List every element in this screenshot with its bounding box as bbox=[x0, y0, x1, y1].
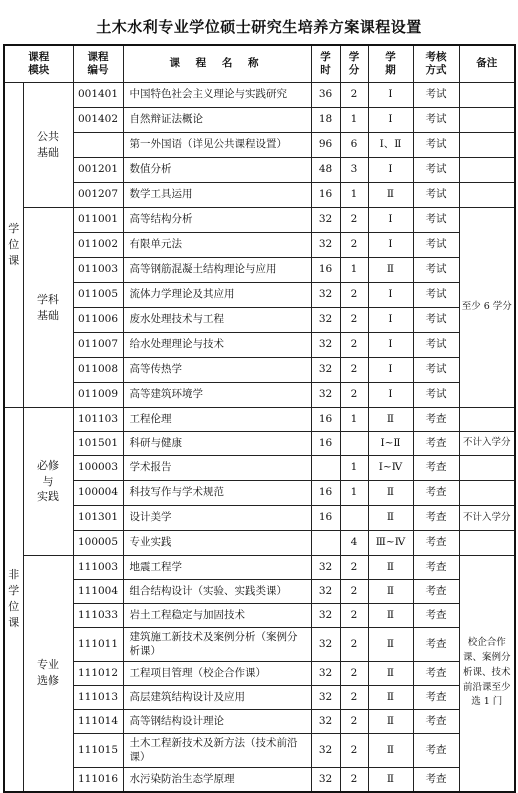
course-hours: 36 bbox=[311, 83, 340, 108]
course-hours: 32 bbox=[311, 333, 340, 358]
course-term: Ⅱ bbox=[368, 408, 413, 432]
table-row bbox=[4, 308, 515, 333]
header-exam: 考核 方式 bbox=[413, 45, 459, 83]
course-code: 001201 bbox=[73, 158, 123, 183]
course-term: Ⅰ、Ⅱ bbox=[368, 133, 413, 158]
course-hours: 32 bbox=[311, 686, 340, 710]
course-credits: 2 bbox=[340, 358, 368, 383]
course-code: 111011 bbox=[73, 628, 123, 662]
course-code: 011002 bbox=[73, 233, 123, 258]
course-name: 科研与健康 bbox=[123, 432, 311, 456]
course-hours: 16 bbox=[311, 183, 340, 208]
course-hours: 18 bbox=[311, 108, 340, 133]
course-exam: 考查 bbox=[413, 580, 459, 604]
course-exam: 考查 bbox=[413, 531, 459, 556]
header-code: 课程 编号 bbox=[73, 45, 123, 83]
course-credits: 6 bbox=[340, 133, 368, 158]
course-name: 高层建筑结构设计及应用 bbox=[123, 686, 311, 710]
course-exam: 考查 bbox=[413, 556, 459, 580]
course-name: 土木工程新技术及新方法（技术前沿课） bbox=[123, 734, 311, 768]
header-module: 课程 模块 bbox=[4, 45, 73, 83]
course-credits: 2 bbox=[340, 83, 368, 108]
course-code: 001402 bbox=[73, 108, 123, 133]
table-row bbox=[4, 258, 515, 283]
course-name: 数学工具运用 bbox=[123, 183, 311, 208]
course-code: 011003 bbox=[73, 258, 123, 283]
course-credits: 2 bbox=[340, 686, 368, 710]
course-name: 工程伦理 bbox=[123, 408, 311, 432]
course-hours: 32 bbox=[311, 556, 340, 580]
course-credits: 2 bbox=[340, 768, 368, 792]
course-name: 建筑施工新技术及案例分析（案例分析课） bbox=[123, 628, 311, 662]
course-hours: 32 bbox=[311, 768, 340, 792]
course-hours: 32 bbox=[311, 628, 340, 662]
table-row bbox=[4, 734, 515, 768]
table-row bbox=[4, 108, 515, 133]
course-term: Ⅰ bbox=[368, 333, 413, 358]
header-remark: 备注 bbox=[459, 45, 515, 83]
remark-empty bbox=[459, 456, 515, 481]
course-exam: 考试 bbox=[413, 133, 459, 158]
course-term: Ⅰ bbox=[368, 358, 413, 383]
course-credits: 2 bbox=[340, 604, 368, 628]
course-term: Ⅲ~Ⅳ bbox=[368, 531, 413, 556]
course-credits bbox=[340, 432, 368, 456]
course-term: Ⅰ~Ⅱ bbox=[368, 432, 413, 456]
course-term: Ⅰ~Ⅳ bbox=[368, 456, 413, 481]
table-row bbox=[4, 710, 515, 734]
course-exam: 考试 bbox=[413, 183, 459, 208]
module-required: 必修 与 实践 bbox=[23, 408, 73, 556]
course-hours: 16 bbox=[311, 408, 340, 432]
header-row bbox=[4, 45, 515, 83]
course-code: 111004 bbox=[73, 580, 123, 604]
remark-empty bbox=[459, 83, 515, 108]
course-exam: 考试 bbox=[413, 233, 459, 258]
header-hours: 学 时 bbox=[311, 45, 340, 83]
course-hours: 32 bbox=[311, 710, 340, 734]
course-credits: 2 bbox=[340, 233, 368, 258]
course-term: Ⅱ bbox=[368, 710, 413, 734]
table-row bbox=[4, 531, 515, 556]
course-name: 自然辩证法概论 bbox=[123, 108, 311, 133]
course-code: 011009 bbox=[73, 383, 123, 408]
course-exam: 考查 bbox=[413, 710, 459, 734]
course-exam: 考试 bbox=[413, 333, 459, 358]
table-row bbox=[4, 183, 515, 208]
course-code: 100005 bbox=[73, 531, 123, 556]
course-credits: 2 bbox=[340, 308, 368, 333]
course-name: 工程项目管理（校企合作课） bbox=[123, 662, 311, 686]
course-exam: 考查 bbox=[413, 662, 459, 686]
course-name: 高等钢结构设计理论 bbox=[123, 710, 311, 734]
course-hours: 32 bbox=[311, 233, 340, 258]
course-credits: 4 bbox=[340, 531, 368, 556]
course-hours: 32 bbox=[311, 604, 340, 628]
course-exam: 考查 bbox=[413, 481, 459, 506]
course-term: Ⅱ bbox=[368, 580, 413, 604]
course-name: 数值分析 bbox=[123, 158, 311, 183]
course-code: 011007 bbox=[73, 333, 123, 358]
table-row bbox=[4, 283, 515, 308]
course-code: 011001 bbox=[73, 208, 123, 233]
category-nondegree: 非 学 位 课 bbox=[4, 408, 23, 792]
course-term: Ⅱ bbox=[368, 628, 413, 662]
course-hours: 48 bbox=[311, 158, 340, 183]
course-name: 岩土工程稳定与加固技术 bbox=[123, 604, 311, 628]
course-credits: 2 bbox=[340, 283, 368, 308]
course-credits: 2 bbox=[340, 383, 368, 408]
course-name: 流体力学理论及其应用 bbox=[123, 283, 311, 308]
remark-empty bbox=[459, 531, 515, 556]
course-code: 111016 bbox=[73, 768, 123, 792]
course-exam: 考查 bbox=[413, 408, 459, 432]
course-name: 科技写作与学术规范 bbox=[123, 481, 311, 506]
header-credits: 学 分 bbox=[340, 45, 368, 83]
module-discipline: 学科 基础 bbox=[23, 208, 73, 408]
remark-empty bbox=[459, 481, 515, 506]
course-credits: 2 bbox=[340, 710, 368, 734]
table-row bbox=[4, 208, 515, 233]
table-row bbox=[4, 768, 515, 792]
course-term: Ⅱ bbox=[368, 768, 413, 792]
course-exam: 考查 bbox=[413, 604, 459, 628]
course-name: 水污染防治生态学原理 bbox=[123, 768, 311, 792]
remark-discipline: 至少 6 学分 bbox=[459, 208, 515, 408]
remark-elective: 校企合作 课、案例分 析课、技术 前沿课至少 选 1 门 bbox=[459, 556, 515, 792]
course-term: Ⅱ bbox=[368, 183, 413, 208]
category-degree: 学 位 课 bbox=[4, 83, 23, 408]
course-hours: 16 bbox=[311, 481, 340, 506]
course-exam: 考试 bbox=[413, 83, 459, 108]
course-credits: 2 bbox=[340, 333, 368, 358]
course-credits: 1 bbox=[340, 481, 368, 506]
course-credits: 1 bbox=[340, 456, 368, 481]
course-hours: 32 bbox=[311, 734, 340, 768]
table-row bbox=[4, 481, 515, 506]
course-name: 学术报告 bbox=[123, 456, 311, 481]
course-term: Ⅱ bbox=[368, 686, 413, 710]
table-row bbox=[4, 158, 515, 183]
course-hours bbox=[311, 531, 340, 556]
header-term: 学 期 bbox=[368, 45, 413, 83]
course-term: Ⅰ bbox=[368, 233, 413, 258]
course-hours: 32 bbox=[311, 580, 340, 604]
table-row bbox=[4, 358, 515, 383]
course-exam: 考查 bbox=[413, 506, 459, 531]
course-hours: 32 bbox=[311, 383, 340, 408]
table-row bbox=[4, 408, 515, 432]
course-credits: 1 bbox=[340, 408, 368, 432]
course-exam: 考试 bbox=[413, 383, 459, 408]
table-row bbox=[4, 506, 515, 531]
course-name: 高等钢筋混凝土结构理论与应用 bbox=[123, 258, 311, 283]
remark-no-credit: 不计入学分 bbox=[459, 432, 515, 456]
module-public: 公共 基础 bbox=[23, 83, 73, 208]
course-code: 011008 bbox=[73, 358, 123, 383]
table-row bbox=[4, 580, 515, 604]
course-name: 高等结构分析 bbox=[123, 208, 311, 233]
course-term: Ⅰ bbox=[368, 283, 413, 308]
course-name: 高等传热学 bbox=[123, 358, 311, 383]
course-hours: 32 bbox=[311, 662, 340, 686]
course-exam: 考试 bbox=[413, 283, 459, 308]
remark-empty bbox=[459, 183, 515, 208]
table-row bbox=[4, 604, 515, 628]
course-exam: 考试 bbox=[413, 208, 459, 233]
course-hours: 32 bbox=[311, 308, 340, 333]
course-term: Ⅱ bbox=[368, 258, 413, 283]
course-code: 111014 bbox=[73, 710, 123, 734]
course-term: Ⅱ bbox=[368, 481, 413, 506]
course-term: Ⅰ bbox=[368, 108, 413, 133]
course-credits: 2 bbox=[340, 662, 368, 686]
course-name: 第一外国语（详见公共课程设置） bbox=[123, 133, 311, 158]
course-code: 101501 bbox=[73, 432, 123, 456]
course-credits: 1 bbox=[340, 108, 368, 133]
table-row bbox=[4, 133, 515, 158]
course-code: 111003 bbox=[73, 556, 123, 580]
course-name: 高等建筑环境学 bbox=[123, 383, 311, 408]
course-code: 111012 bbox=[73, 662, 123, 686]
course-credits: 2 bbox=[340, 628, 368, 662]
course-code: 100004 bbox=[73, 481, 123, 506]
remark-empty bbox=[459, 133, 515, 158]
table-row bbox=[4, 628, 515, 662]
course-code: 111033 bbox=[73, 604, 123, 628]
course-credits: 2 bbox=[340, 734, 368, 768]
header-name: 课 程 名 称 bbox=[123, 45, 311, 83]
course-hours: 96 bbox=[311, 133, 340, 158]
course-credits: 3 bbox=[340, 158, 368, 183]
course-term: Ⅰ bbox=[368, 208, 413, 233]
course-exam: 考试 bbox=[413, 258, 459, 283]
course-credits bbox=[340, 506, 368, 531]
course-term: Ⅰ bbox=[368, 308, 413, 333]
course-code: 001207 bbox=[73, 183, 123, 208]
course-term: Ⅱ bbox=[368, 506, 413, 531]
course-exam: 考查 bbox=[413, 686, 459, 710]
module-elective: 专业 选修 bbox=[23, 556, 73, 792]
course-hours bbox=[311, 456, 340, 481]
course-exam: 考查 bbox=[413, 628, 459, 662]
course-code: 011006 bbox=[73, 308, 123, 333]
course-term: Ⅰ bbox=[368, 83, 413, 108]
course-name: 给水处理理论与技术 bbox=[123, 333, 311, 358]
course-exam: 考查 bbox=[413, 432, 459, 456]
table-body bbox=[4, 83, 515, 792]
table-row bbox=[4, 662, 515, 686]
course-hours: 32 bbox=[311, 283, 340, 308]
course-code: 001401 bbox=[73, 83, 123, 108]
course-exam: 考试 bbox=[413, 308, 459, 333]
course-term: Ⅱ bbox=[368, 662, 413, 686]
table-row bbox=[4, 333, 515, 358]
remark-no-credit: 不计入学分 bbox=[459, 506, 515, 531]
course-credits: 1 bbox=[340, 258, 368, 283]
course-hours: 32 bbox=[311, 358, 340, 383]
remark-empty bbox=[459, 158, 515, 183]
table-row bbox=[4, 456, 515, 481]
course-credits: 2 bbox=[340, 556, 368, 580]
course-term: Ⅱ bbox=[368, 734, 413, 768]
table-row bbox=[4, 83, 515, 108]
course-code: 101103 bbox=[73, 408, 123, 432]
course-hours: 16 bbox=[311, 506, 340, 531]
course-credits: 2 bbox=[340, 580, 368, 604]
course-name: 废水处理技术与工程 bbox=[123, 308, 311, 333]
course-term: Ⅱ bbox=[368, 604, 413, 628]
course-term: Ⅱ bbox=[368, 556, 413, 580]
course-name: 有限单元法 bbox=[123, 233, 311, 258]
table-row bbox=[4, 383, 515, 408]
table-row bbox=[4, 233, 515, 258]
table-row bbox=[4, 432, 515, 456]
course-code: 011005 bbox=[73, 283, 123, 308]
course-code: 101301 bbox=[73, 506, 123, 531]
course-name: 设计美学 bbox=[123, 506, 311, 531]
course-hours: 16 bbox=[311, 258, 340, 283]
remark-empty bbox=[459, 108, 515, 133]
course-exam: 考试 bbox=[413, 108, 459, 133]
page-title: 土木水利专业学位硕士研究生培养方案课程设置 bbox=[96, 18, 422, 36]
course-name: 中国特色社会主义理论与实践研究 bbox=[123, 83, 311, 108]
remark-empty bbox=[459, 408, 515, 432]
course-table bbox=[3, 44, 516, 793]
course-exam: 考查 bbox=[413, 456, 459, 481]
course-code: 100003 bbox=[73, 456, 123, 481]
course-hours: 16 bbox=[311, 432, 340, 456]
course-code bbox=[73, 133, 123, 158]
course-exam: 考试 bbox=[413, 358, 459, 383]
table-row bbox=[4, 686, 515, 710]
table-row bbox=[4, 556, 515, 580]
course-name: 地震工程学 bbox=[123, 556, 311, 580]
course-code: 111015 bbox=[73, 734, 123, 768]
course-exam: 考试 bbox=[413, 158, 459, 183]
course-code: 111013 bbox=[73, 686, 123, 710]
course-credits: 1 bbox=[340, 183, 368, 208]
course-hours: 32 bbox=[311, 208, 340, 233]
course-name: 组合结构设计（实验、实践类课） bbox=[123, 580, 311, 604]
course-name: 专业实践 bbox=[123, 531, 311, 556]
course-exam: 考查 bbox=[413, 768, 459, 792]
course-term: Ⅰ bbox=[368, 383, 413, 408]
course-exam: 考查 bbox=[413, 734, 459, 768]
course-term: Ⅰ bbox=[368, 158, 413, 183]
course-credits: 2 bbox=[340, 208, 368, 233]
